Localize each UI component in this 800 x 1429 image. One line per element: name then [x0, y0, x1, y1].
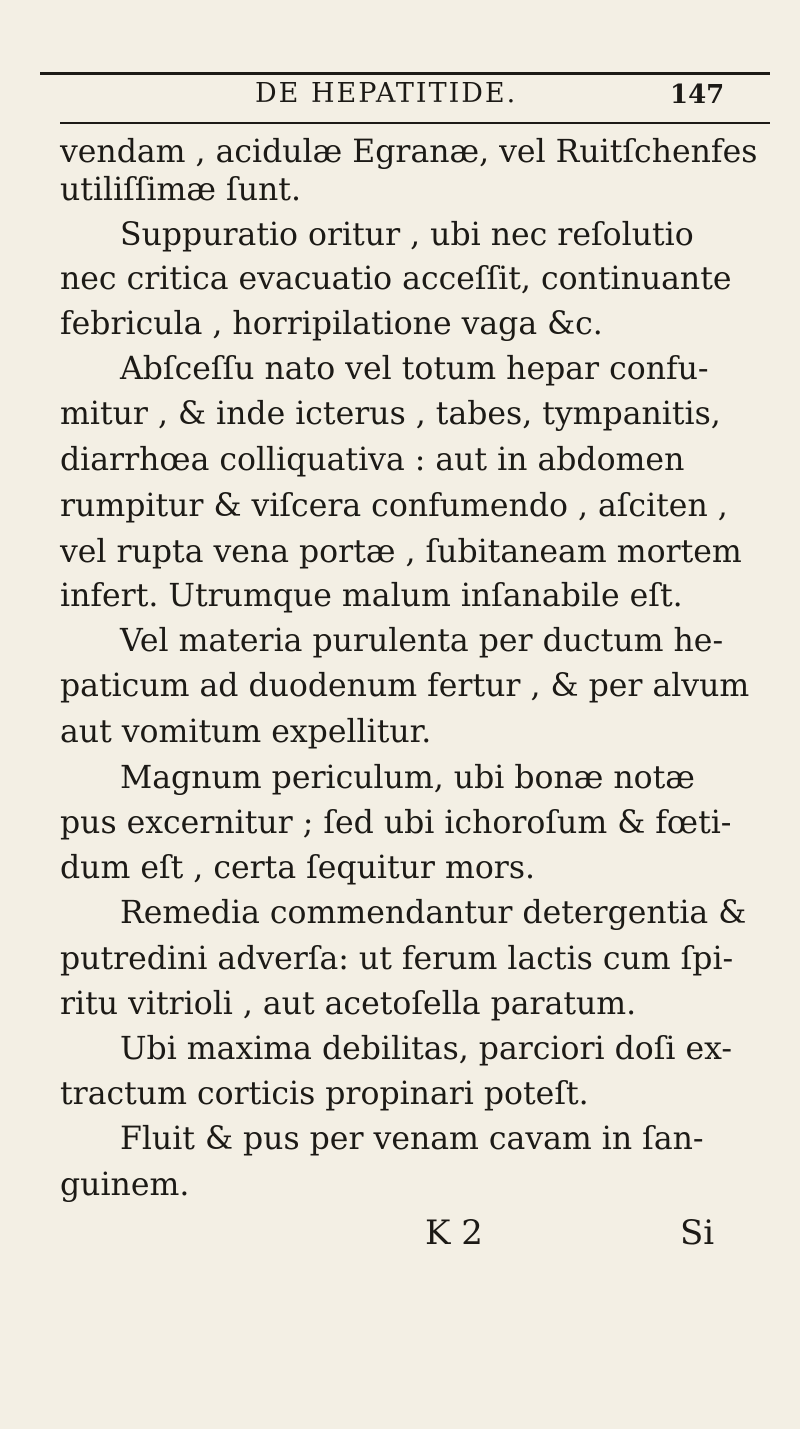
header-rule-bottom [60, 122, 770, 124]
text-line: rumpitur & viſcera confumendo , aſciten , [60, 488, 728, 524]
text-line: paticum ad duodenum fertur , & per alvum [60, 668, 750, 704]
text-line: Fluit & pus per venam cavam in ſan- [120, 1121, 704, 1157]
text-line: infert. Utrumque malum inſanabile eſt. [60, 578, 683, 614]
text-line: ritu vitrioli , aut acetoſella paratum. [60, 986, 637, 1022]
signature-mark: K 2 [425, 1213, 483, 1253]
text-line: diarrhœa colliquativa : aut in abdomen [60, 442, 685, 478]
text-line: putredini adverſa: ut ferum lactis cum ſpi- [60, 941, 734, 977]
text-line: Vel materia purulenta per ductum he- [120, 623, 724, 659]
text-line: febricula , horripilatione vaga &c. [60, 306, 603, 342]
text-line: dum eſt , certa ſequitur mors. [60, 850, 536, 886]
text-line: Suppuratio oritur , ubi nec reſolutio [120, 217, 694, 253]
text-line: guinem. [60, 1167, 190, 1203]
header-rule-top [40, 72, 770, 75]
text-line: pus excernitur ; ſed ubi ichoroſum & fœti- [60, 805, 732, 841]
text-line: tractum corticis propinari poteſt. [60, 1076, 589, 1112]
text-line: Ubi maxima debilitas, parciori doſi ex- [120, 1031, 732, 1067]
text-line: aut vomitum expellitur. [60, 714, 432, 750]
text-line: vel rupta vena portæ , ſubitaneam mortem [60, 534, 742, 570]
text-line: nec critica evacuatio acceſſit, continuante [60, 261, 732, 297]
running-title: DE HEPATITIDE. [255, 78, 518, 109]
text-line: Abſceſſu nato vel totum hepar confu- [120, 351, 709, 387]
text-line: utiliſſimæ ſunt. [60, 172, 301, 208]
text-line: vendam , acidulæ Egranæ, vel Ruitſchenfes [60, 134, 758, 170]
text-line: Remedia commendantur detergentia & [120, 895, 747, 931]
catchword: Si [680, 1213, 715, 1253]
text-line: mitur , & inde icterus , tabes, tympanitis, [60, 396, 721, 432]
text-line: Magnum periculum, ubi bonæ notæ [120, 760, 695, 796]
page-number: 147 [670, 80, 725, 110]
